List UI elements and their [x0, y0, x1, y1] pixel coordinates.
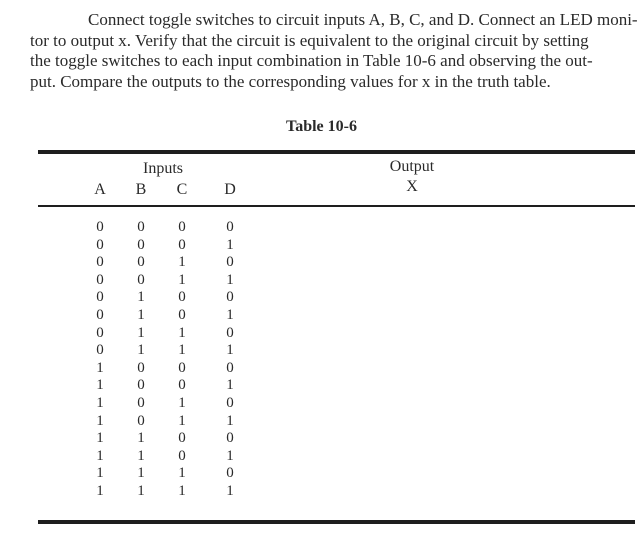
cell-a: 0	[96, 342, 104, 359]
paragraph-line: tor to output x. Verify that the circuit is equivalent to the original circuit by setting	[30, 30, 589, 50]
table-header-rule	[38, 205, 635, 207]
cell-b: 1	[137, 307, 145, 323]
cell-c: 1	[178, 271, 186, 288]
cell-b: 0	[137, 236, 145, 253]
cell-d: 1	[226, 447, 234, 464]
cell-c: 1	[178, 395, 186, 411]
cell-a: 1	[96, 359, 104, 376]
inputs-header: Inputs	[143, 160, 183, 177]
cell-d: 1	[226, 271, 234, 288]
cell-c: 0	[178, 377, 186, 394]
cell-a: 0	[96, 236, 104, 253]
table-bottom-rule	[38, 520, 635, 524]
cell-a: 1	[96, 395, 104, 411]
cell-a: 1	[96, 465, 104, 482]
cell-d: 0	[226, 219, 234, 235]
cell-a: 1	[96, 412, 104, 429]
cell-b: 0	[137, 377, 145, 394]
cell-d: 1	[226, 377, 234, 394]
paragraph-line: Connect toggle switches to circuit inputs A, B, C, and D. Connect an LED moni-	[88, 10, 638, 29]
cell-b: 1	[137, 289, 145, 306]
cell-c: 0	[178, 219, 186, 235]
cell-c: 1	[178, 483, 186, 499]
cell-c: 1	[178, 254, 186, 271]
cell-a: 1	[96, 377, 104, 394]
cell-c: 0	[178, 307, 186, 323]
cell-b: 1	[137, 430, 145, 447]
cell-d: 0	[226, 465, 234, 482]
output-column-header-x: X	[406, 178, 418, 195]
cell-b: 0	[137, 412, 145, 429]
cell-b: 1	[137, 324, 145, 341]
table-top-rule	[38, 150, 635, 154]
cell-a: 0	[96, 324, 104, 341]
cell-c: 0	[178, 289, 186, 306]
cell-a: 0	[96, 254, 104, 271]
cell-b: 0	[137, 219, 145, 235]
cell-c: 1	[178, 412, 186, 429]
column-header-d: D	[224, 181, 236, 198]
cell-b: 0	[137, 271, 145, 288]
column-header-c: C	[176, 181, 188, 198]
paragraph-line: the toggle switches to each input combination in Table 10-6 and observing the out-	[30, 51, 593, 70]
cell-d: 0	[226, 254, 234, 271]
cell-d: 1	[226, 412, 234, 429]
cell-d: 1	[226, 342, 234, 359]
cell-d: 1	[226, 236, 234, 253]
cell-c: 1	[178, 324, 186, 341]
cell-b: 1	[137, 447, 145, 464]
cell-d: 0	[226, 324, 234, 341]
cell-d: 0	[226, 289, 234, 306]
cell-a: 0	[96, 219, 104, 235]
cell-c: 0	[178, 430, 186, 447]
cell-b: 1	[137, 342, 145, 359]
cell-d: 0	[226, 395, 234, 411]
cell-b: 1	[137, 465, 145, 482]
cell-b: 1	[137, 483, 145, 499]
cell-c: 1	[178, 342, 186, 359]
cell-b: 0	[137, 359, 145, 376]
paragraph-line: put. Compare the outputs to the corresponding values for x in the truth table.	[30, 71, 551, 91]
column-header-b: B	[135, 181, 147, 198]
cell-a: 1	[96, 430, 104, 447]
table-title: Table 10-6	[286, 118, 357, 135]
instruction-paragraph	[30, 10, 638, 92]
cell-d: 1	[226, 483, 234, 499]
cell-a: 0	[96, 307, 104, 323]
cell-d: 1	[226, 307, 234, 323]
cell-d: 0	[226, 430, 234, 447]
cell-b: 0	[137, 254, 145, 271]
output-header: Output	[389, 158, 435, 175]
cell-c: 0	[178, 359, 186, 376]
cell-a: 1	[96, 447, 104, 464]
cell-a: 1	[96, 483, 104, 499]
cell-a: 0	[96, 271, 104, 288]
column-header-a: A	[94, 181, 106, 198]
cell-a: 0	[96, 289, 104, 306]
cell-c: 0	[178, 447, 186, 464]
cell-b: 0	[137, 395, 145, 411]
cell-c: 0	[178, 236, 186, 253]
cell-d: 0	[226, 359, 234, 376]
cell-c: 1	[178, 465, 186, 482]
